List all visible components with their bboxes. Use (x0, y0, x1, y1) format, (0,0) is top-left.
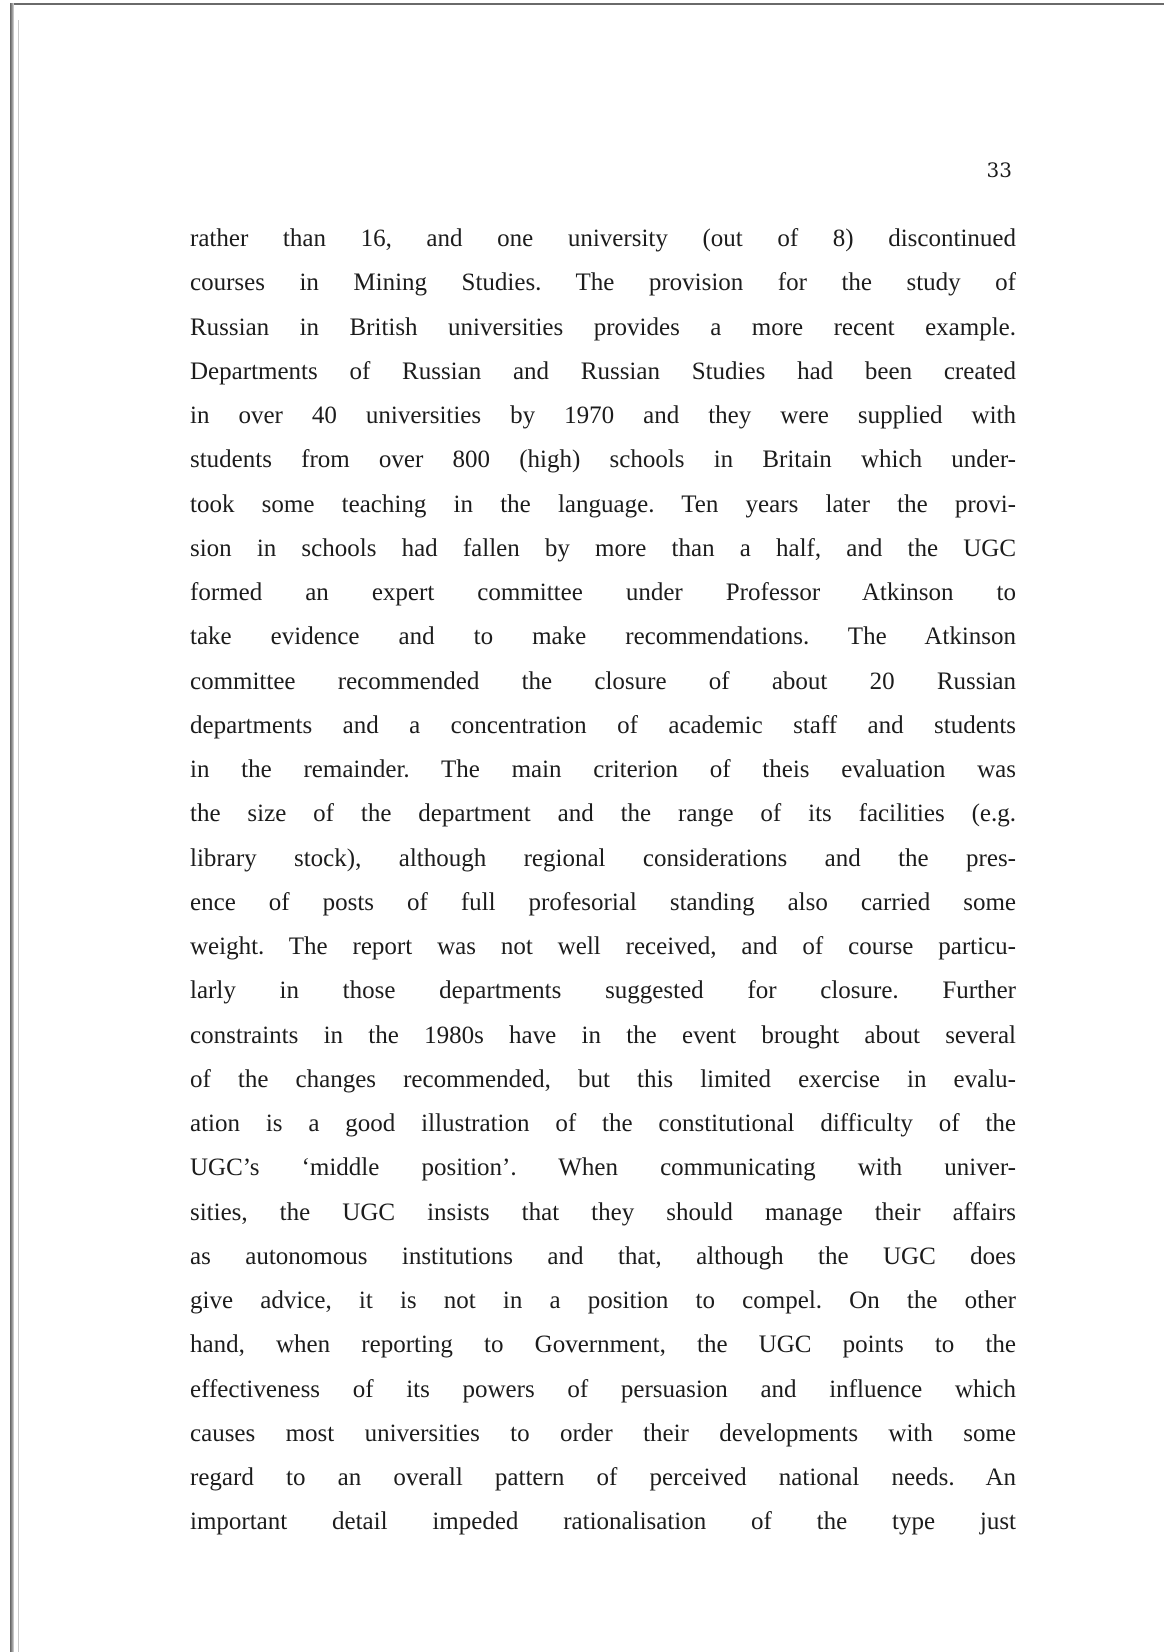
text-line: constraints in the 1980s have in the event brought about several (190, 1021, 1016, 1049)
text-line: hand, when reporting to Government, the UGC points to the (190, 1331, 1016, 1359)
text-line: committee recommended the closure of about 20 Russian (190, 667, 1016, 695)
text-line: sion in schools had fallen by more than a half, and the UGC (190, 534, 1016, 562)
page-top-edge (12, 3, 1164, 5)
page-left-inner-edge (18, 20, 19, 1652)
text-line: important detail impeded rationalisation of the type just (190, 1508, 1016, 1536)
text-line: effectiveness of its powers of persuasion and influence which (190, 1375, 1016, 1403)
text-line: sities, the UGC insists that they should manage their affairs (190, 1198, 1016, 1226)
text-line: UGC’s ‘middle position’. When communicating with univer- (190, 1154, 1016, 1182)
text-line: ence of posts of full profesorial standing also carried some (190, 888, 1016, 916)
text-line: library stock), although regional considerations and the pres- (190, 844, 1016, 872)
page-number: 33 (986, 158, 1012, 182)
text-line: the size of the department and the range of its facilities (e.g. (190, 800, 1016, 828)
text-line: formed an expert committee under Professor Atkinson to (190, 579, 1016, 606)
text-line: as autonomous institutions and that, although the UGC does (190, 1242, 1016, 1270)
page-left-edge (10, 3, 14, 1652)
text-line: regard to an overall pattern of perceived national needs. An (190, 1464, 1016, 1491)
text-line: of the changes recommended, but this limited exercise in evalu- (190, 1065, 1016, 1093)
text-line: ation is a good illustration of the constitutional difficulty of the (190, 1110, 1016, 1137)
text-line: weight. The report was not well received, and of course particu- (190, 933, 1016, 960)
text-line: took some teaching in the language. Ten years later the provi- (190, 490, 1016, 518)
text-line: larly in those departments suggested for closure. Further (190, 977, 1016, 1005)
text-line: causes most universities to order their developments with some (190, 1419, 1016, 1447)
body-text (190, 217, 1016, 1545)
text-line: take evidence and to make recommendations. The Atkinson (190, 623, 1016, 651)
text-line: in over 40 universities by 1970 and they were supplied with (190, 402, 1016, 429)
text-line: courses in Mining Studies. The provision for the study of (190, 269, 1016, 297)
text-line: rather than 16, and one university (out of 8) discontinued (190, 225, 1016, 252)
text-line: Departments of Russian and Russian Studies had been created (190, 357, 1016, 385)
text-line: give advice, it is not in a position to compel. On the other (190, 1287, 1016, 1314)
text-line: students from over 800 (high) schools in Britain which under- (190, 446, 1016, 474)
text-line: departments and a concentration of academic staff and students (190, 711, 1016, 739)
text-line: in the remainder. The main criterion of theis evaluation was (190, 756, 1016, 783)
text-line: Russian in British universities provides a more recent example. (190, 313, 1016, 341)
